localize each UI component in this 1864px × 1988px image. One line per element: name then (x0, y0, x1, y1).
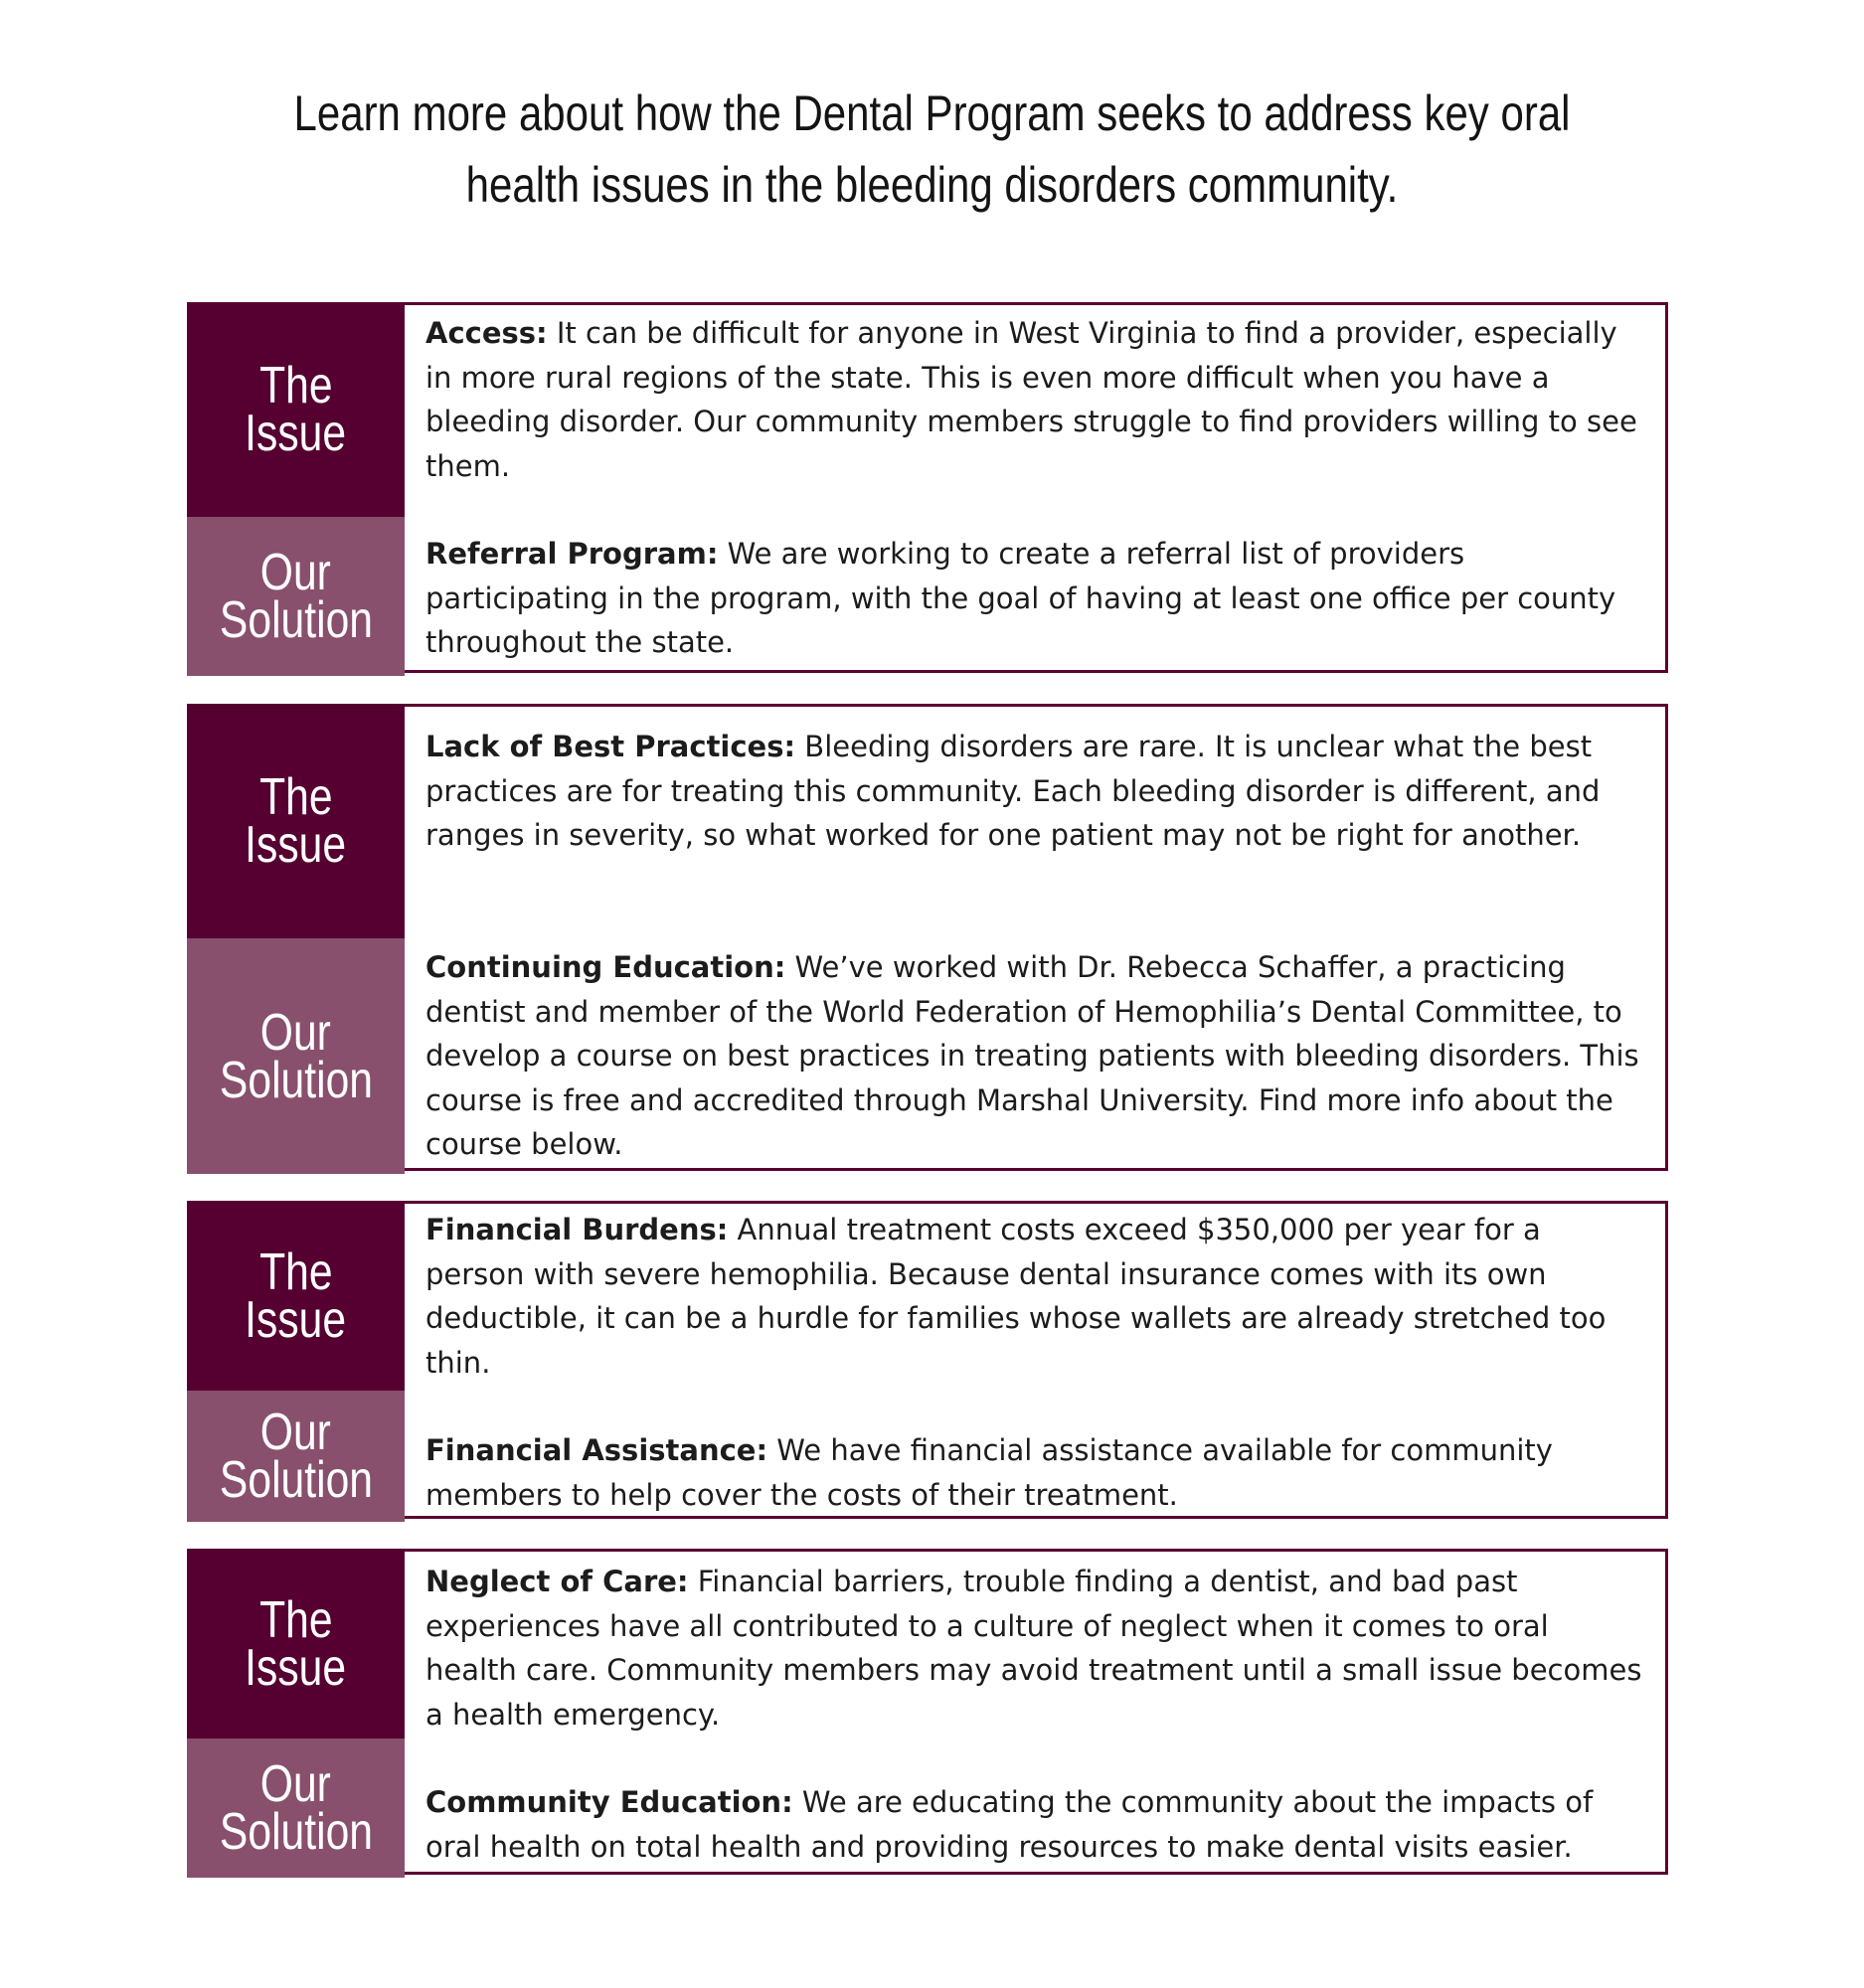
issue-label (187, 1201, 405, 1391)
issue-label-line-1: The (258, 1242, 333, 1301)
issue-label-line-2: Issue (245, 816, 347, 874)
solution-text: We are working to create a referral list of providers participating in the program, with the goal of having at least one office per county throughout the state. (425, 537, 1616, 659)
issue-solution-block-financial (187, 1201, 1668, 1519)
solution-label (187, 1739, 405, 1878)
issue-title: Financial Burdens: (425, 1213, 729, 1246)
solution-label-line-1: Our (259, 1003, 332, 1062)
issue-label-line-1: The (258, 1590, 333, 1649)
issue-label-line-1: The (258, 768, 333, 826)
solution-text: We’ve worked with Dr. Rebecca Schaffer, a practicing dentist and member of the World Federation of Hemophilia’s Dental Committee, to develop a course on best practices in treating patients with bleeding disorders. This course is free and accredited through Marshal University. Find more info about the course below. (425, 950, 1639, 1161)
issue-solution-block-best-practices (187, 704, 1668, 1171)
issue-description (425, 725, 1648, 858)
issue-description (425, 1208, 1648, 1385)
issue-label-line-1: The (258, 357, 333, 414)
heading-line-2: health issues in the bleeding disorders community. (465, 157, 1399, 213)
solution-label-line-1: Our (259, 544, 332, 601)
solution-text: We have financial assistance available for community members to help cover the costs of their treatment. (425, 1433, 1553, 1512)
issue-label-line-2: Issue (245, 1638, 347, 1697)
solution-description (425, 1780, 1648, 1869)
issue-title: Neglect of Care: (425, 1565, 689, 1598)
page-heading (274, 78, 1590, 221)
solution-label (187, 1391, 405, 1522)
issue-solution-block-access (187, 302, 1668, 673)
solution-title: Financial Assistance: (425, 1433, 768, 1467)
solution-description (425, 1428, 1648, 1517)
issue-description (425, 1560, 1648, 1737)
issue-label-line-2: Issue (245, 1290, 347, 1349)
heading-line-1: Learn more about how the Dental Program seeks to address key oral (293, 85, 1571, 141)
issue-title: Lack of Best Practices: (425, 730, 796, 763)
solution-label-line-2: Solution (219, 591, 373, 649)
issue-label (187, 302, 405, 517)
solution-label-line-2: Solution (219, 1451, 373, 1509)
issue-text: Financial barriers, trouble finding a dentist, and bad past experiences have all contributed to a culture of neglect when it comes to oral health care. Community members may avoid treatment until a small issue becomes a health emergency. (425, 1565, 1642, 1732)
issue-description (425, 311, 1648, 488)
solution-label (187, 938, 405, 1174)
issue-label-line-2: Issue (245, 405, 347, 462)
issue-text: Annual treatment costs exceed $350,000 per year for a person with severe hemophilia. Because dental insurance comes with its own deductible, it can be a hurdle for families whose wallets are already stretched too thin. (425, 1213, 1607, 1380)
solution-label-line-1: Our (259, 1404, 332, 1461)
issue-label (187, 704, 405, 938)
solution-title: Community Education: (425, 1785, 793, 1819)
solution-description (425, 532, 1648, 665)
issue-label (187, 1549, 405, 1739)
issue-text: It can be difficult for anyone in West Virginia to find a provider, especially in more rural regions of the state. This is even more difficult when you have a bleeding disorder. Our community members struggle to find providers willing to see them. (425, 316, 1637, 483)
issue-text: Bleeding disorders are rare. It is unclear what the best practices are for treating this community. Each bleeding disorder is different, and ranges in severity, so what worked for one patient may not be right for another. (425, 730, 1601, 852)
issue-title: Access: (425, 316, 548, 350)
solution-text: We are educating the community about the impacts of oral health on total health and providing resources to make dental visits easier. (425, 1785, 1594, 1864)
solution-title: Continuing Education: (425, 950, 786, 984)
solution-label-line-2: Solution (219, 1803, 373, 1861)
solution-label-line-2: Solution (219, 1051, 373, 1109)
solution-title: Referral Program: (425, 537, 719, 571)
solution-label (187, 517, 405, 676)
solution-description (425, 945, 1648, 1167)
issue-solution-block-neglect (187, 1549, 1668, 1875)
solution-label-line-1: Our (259, 1755, 332, 1813)
